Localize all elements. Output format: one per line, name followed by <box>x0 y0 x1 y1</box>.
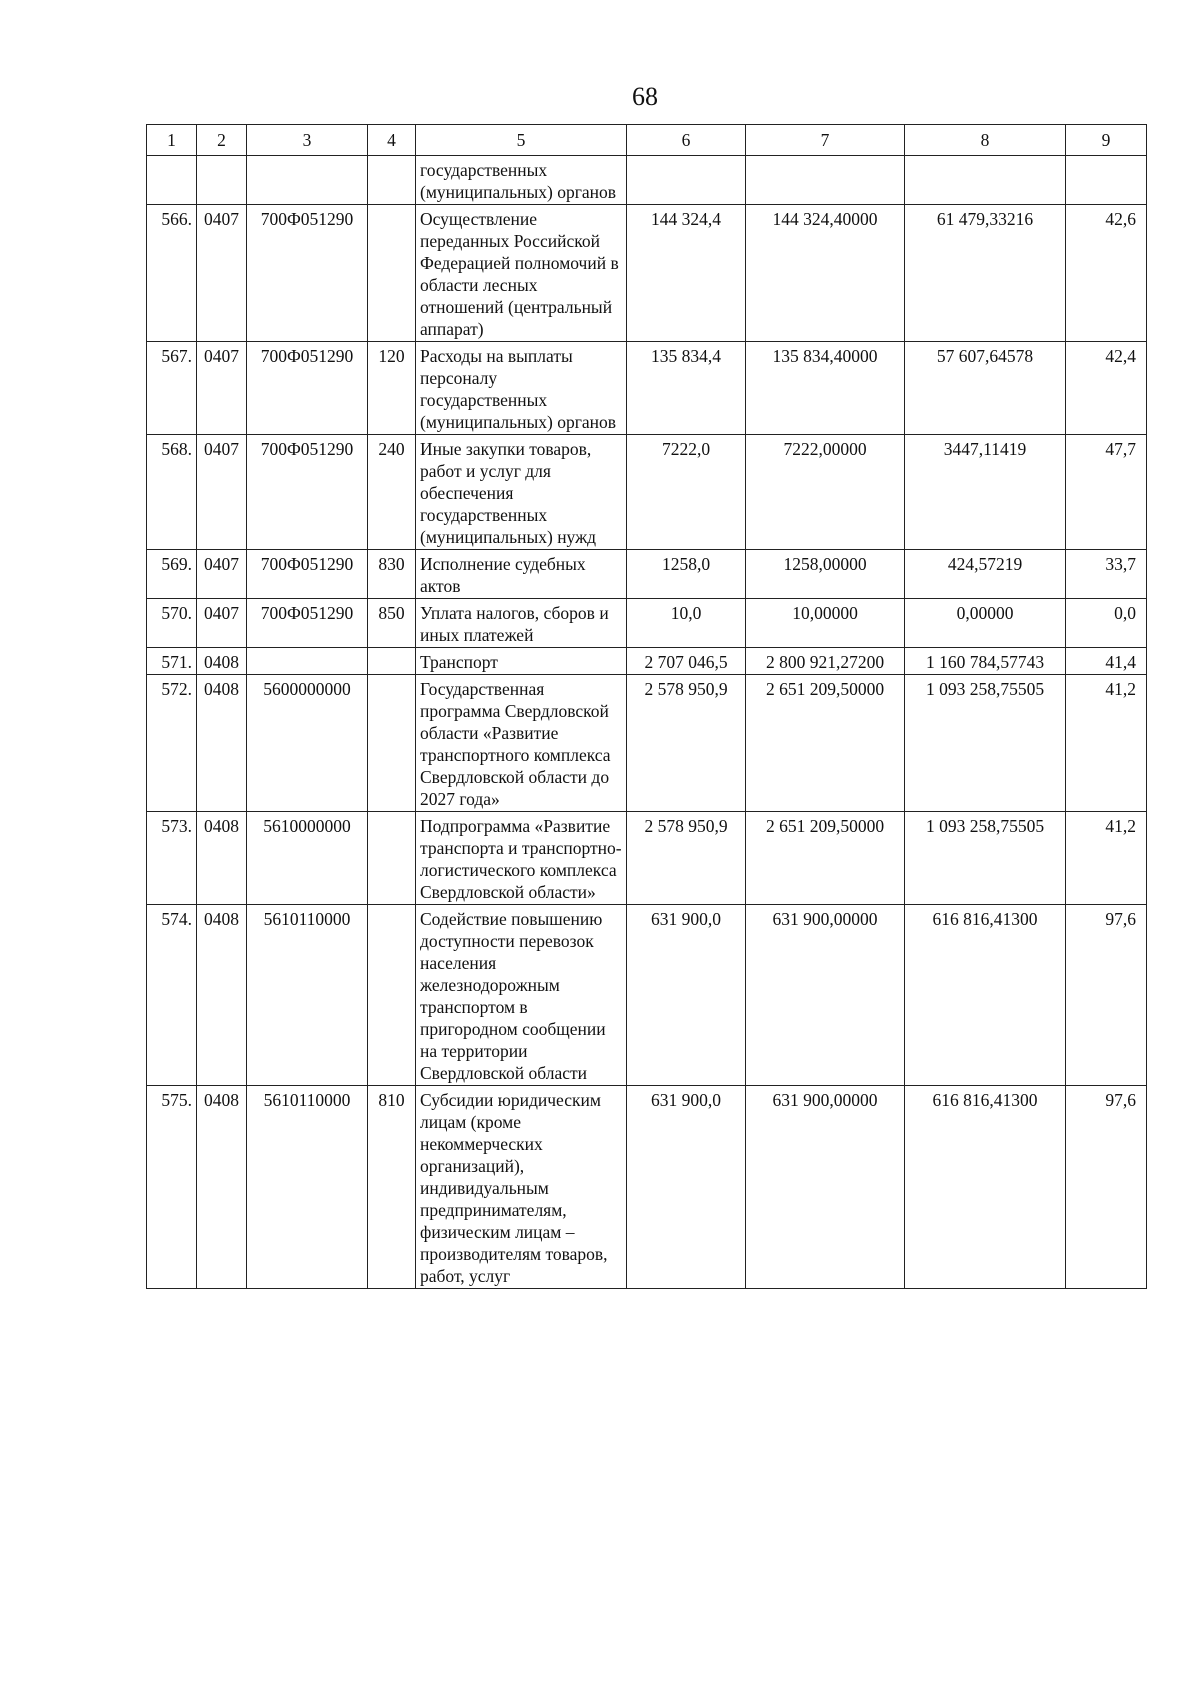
value-col8-cell: 616 816,41300 <box>905 1086 1066 1289</box>
row-number-cell: 566. <box>147 205 197 342</box>
header-col-1: 1 <box>147 125 197 156</box>
expense-type-cell <box>368 675 416 812</box>
value-col7-cell: 631 900,00000 <box>746 1086 905 1289</box>
row-number-cell: 568. <box>147 435 197 550</box>
item-name-cell: Транспорт <box>416 648 627 675</box>
table-row <box>147 648 1147 675</box>
expense-type-cell: 830 <box>368 550 416 599</box>
value-col7-cell: 135 834,40000 <box>746 342 905 435</box>
row-number-cell: 570. <box>147 599 197 648</box>
value-col6-cell: 631 900,0 <box>627 905 746 1086</box>
value-col8-cell: 61 479,33216 <box>905 205 1066 342</box>
table-row <box>147 205 1147 342</box>
section-code-cell: 0408 <box>197 675 247 812</box>
section-code-cell: 0407 <box>197 599 247 648</box>
header-col-2: 2 <box>197 125 247 156</box>
expense-type-cell: 120 <box>368 342 416 435</box>
percent-cell: 42,6 <box>1066 205 1147 342</box>
percent-cell: 33,7 <box>1066 550 1147 599</box>
percent-cell: 97,6 <box>1066 905 1147 1086</box>
row-number-cell: 575. <box>147 1086 197 1289</box>
value-col7-cell: 144 324,40000 <box>746 205 905 342</box>
section-code-cell: 0407 <box>197 205 247 342</box>
expense-type-cell <box>368 812 416 905</box>
value-col8-cell: 424,57219 <box>905 550 1066 599</box>
value-col6-cell: 135 834,4 <box>627 342 746 435</box>
percent-cell: 0,0 <box>1066 599 1147 648</box>
section-code-cell: 0407 <box>197 550 247 599</box>
header-col-9: 9 <box>1066 125 1147 156</box>
value-col6-cell: 2 578 950,9 <box>627 812 746 905</box>
value-col8-cell: 0,00000 <box>905 599 1066 648</box>
target-article-cell: 5610110000 <box>247 905 368 1086</box>
table-row <box>147 1086 1147 1289</box>
value-col6-cell: 2 707 046,5 <box>627 648 746 675</box>
table-row <box>147 675 1147 812</box>
table-row <box>147 435 1147 550</box>
item-name-cell: Иные закупки товаров, работ и услуг для обеспечения государственных (муниципальных) нужд <box>416 435 627 550</box>
value-col7-cell: 10,00000 <box>746 599 905 648</box>
value-col7-cell: 2 651 209,50000 <box>746 812 905 905</box>
percent-cell: 41,2 <box>1066 675 1147 812</box>
value-col8-cell: 57 607,64578 <box>905 342 1066 435</box>
row-number-cell <box>147 156 197 205</box>
value-col7-cell: 2 651 209,50000 <box>746 675 905 812</box>
expense-type-cell: 240 <box>368 435 416 550</box>
target-article-cell: 700Ф051290 <box>247 599 368 648</box>
expense-type-cell <box>368 905 416 1086</box>
item-name-cell: государственных (муниципальных) органов <box>416 156 627 205</box>
section-code-cell: 0408 <box>197 812 247 905</box>
value-col8-cell: 3447,11419 <box>905 435 1066 550</box>
table-row <box>147 905 1147 1086</box>
value-col6-cell: 2 578 950,9 <box>627 675 746 812</box>
item-name-cell: Субсидии юридическим лицам (кроме некоммерческих организаций), индивидуальным предпринимателям, физическим лицам – производителям товаров, работ, услуг <box>416 1086 627 1289</box>
expense-type-cell <box>368 648 416 675</box>
budget-table <box>146 124 1147 1289</box>
value-col7-cell: 631 900,00000 <box>746 905 905 1086</box>
value-col6-cell: 1258,0 <box>627 550 746 599</box>
target-article-cell: 5610000000 <box>247 812 368 905</box>
percent-cell: 41,4 <box>1066 648 1147 675</box>
target-article-cell: 700Ф051290 <box>247 550 368 599</box>
item-name-cell: Расходы на выплаты персоналу государственных (муниципальных) органов <box>416 342 627 435</box>
item-name-cell: Подпрограмма «Развитие транспорта и транспортно-логистического комплекса Свердловской области» <box>416 812 627 905</box>
value-col8-cell: 1 093 258,75505 <box>905 675 1066 812</box>
table-header <box>147 125 1147 156</box>
section-code-cell: 0408 <box>197 1086 247 1289</box>
target-article-cell: 700Ф051290 <box>247 342 368 435</box>
value-col7-cell: 7222,00000 <box>746 435 905 550</box>
value-col8-cell: 1 093 258,75505 <box>905 812 1066 905</box>
value-col6-cell: 7222,0 <box>627 435 746 550</box>
expense-type-cell <box>368 156 416 205</box>
value-col8-cell: 616 816,41300 <box>905 905 1066 1086</box>
value-col6-cell <box>627 156 746 205</box>
target-article-cell: 5610110000 <box>247 1086 368 1289</box>
value-col7-cell: 1258,00000 <box>746 550 905 599</box>
percent-cell: 41,2 <box>1066 812 1147 905</box>
section-code-cell: 0407 <box>197 342 247 435</box>
value-col7-cell: 2 800 921,27200 <box>746 648 905 675</box>
item-name-cell: Осуществление переданных Российской Федерацией полномочий в области лесных отношений (центральный аппарат) <box>416 205 627 342</box>
item-name-cell: Содействие повышению доступности перевозок населения железнодорожным транспортом в пригородном сообщении на территории Свердловской области <box>416 905 627 1086</box>
row-number-cell: 571. <box>147 648 197 675</box>
expense-type-cell <box>368 205 416 342</box>
target-article-cell: 5600000000 <box>247 675 368 812</box>
section-code-cell: 0407 <box>197 435 247 550</box>
value-col6-cell: 144 324,4 <box>627 205 746 342</box>
row-number-cell: 573. <box>147 812 197 905</box>
table-row <box>147 599 1147 648</box>
header-col-7: 7 <box>746 125 905 156</box>
row-number-cell: 574. <box>147 905 197 1086</box>
header-col-6: 6 <box>627 125 746 156</box>
value-col6-cell: 631 900,0 <box>627 1086 746 1289</box>
row-number-cell: 569. <box>147 550 197 599</box>
row-number-cell: 572. <box>147 675 197 812</box>
header-col-4: 4 <box>368 125 416 156</box>
percent-cell: 97,6 <box>1066 1086 1147 1289</box>
table-row <box>147 156 1147 205</box>
value-col7-cell <box>746 156 905 205</box>
header-col-5: 5 <box>416 125 627 156</box>
value-col6-cell: 10,0 <box>627 599 746 648</box>
item-name-cell: Государственная программа Свердловской области «Развитие транспортного комплекса Свердловской области до 2027 года» <box>416 675 627 812</box>
table-row <box>147 550 1147 599</box>
table-row <box>147 342 1147 435</box>
section-code-cell: 0408 <box>197 648 247 675</box>
page-number: 68 <box>632 82 658 111</box>
header-col-8: 8 <box>905 125 1066 156</box>
percent-cell <box>1066 156 1147 205</box>
item-name-cell: Исполнение судебных актов <box>416 550 627 599</box>
percent-cell: 42,4 <box>1066 342 1147 435</box>
table-body <box>147 156 1147 1289</box>
section-code-cell <box>197 156 247 205</box>
item-name-cell: Уплата налогов, сборов и иных платежей <box>416 599 627 648</box>
expense-type-cell: 850 <box>368 599 416 648</box>
percent-cell: 47,7 <box>1066 435 1147 550</box>
target-article-cell <box>247 648 368 675</box>
header-col-3: 3 <box>247 125 368 156</box>
table-row <box>147 812 1147 905</box>
row-number-cell: 567. <box>147 342 197 435</box>
value-col8-cell: 1 160 784,57743 <box>905 648 1066 675</box>
header-row <box>147 125 1147 156</box>
target-article-cell: 700Ф051290 <box>247 435 368 550</box>
target-article-cell: 700Ф051290 <box>247 205 368 342</box>
section-code-cell: 0408 <box>197 905 247 1086</box>
expense-type-cell: 810 <box>368 1086 416 1289</box>
value-col8-cell <box>905 156 1066 205</box>
target-article-cell <box>247 156 368 205</box>
